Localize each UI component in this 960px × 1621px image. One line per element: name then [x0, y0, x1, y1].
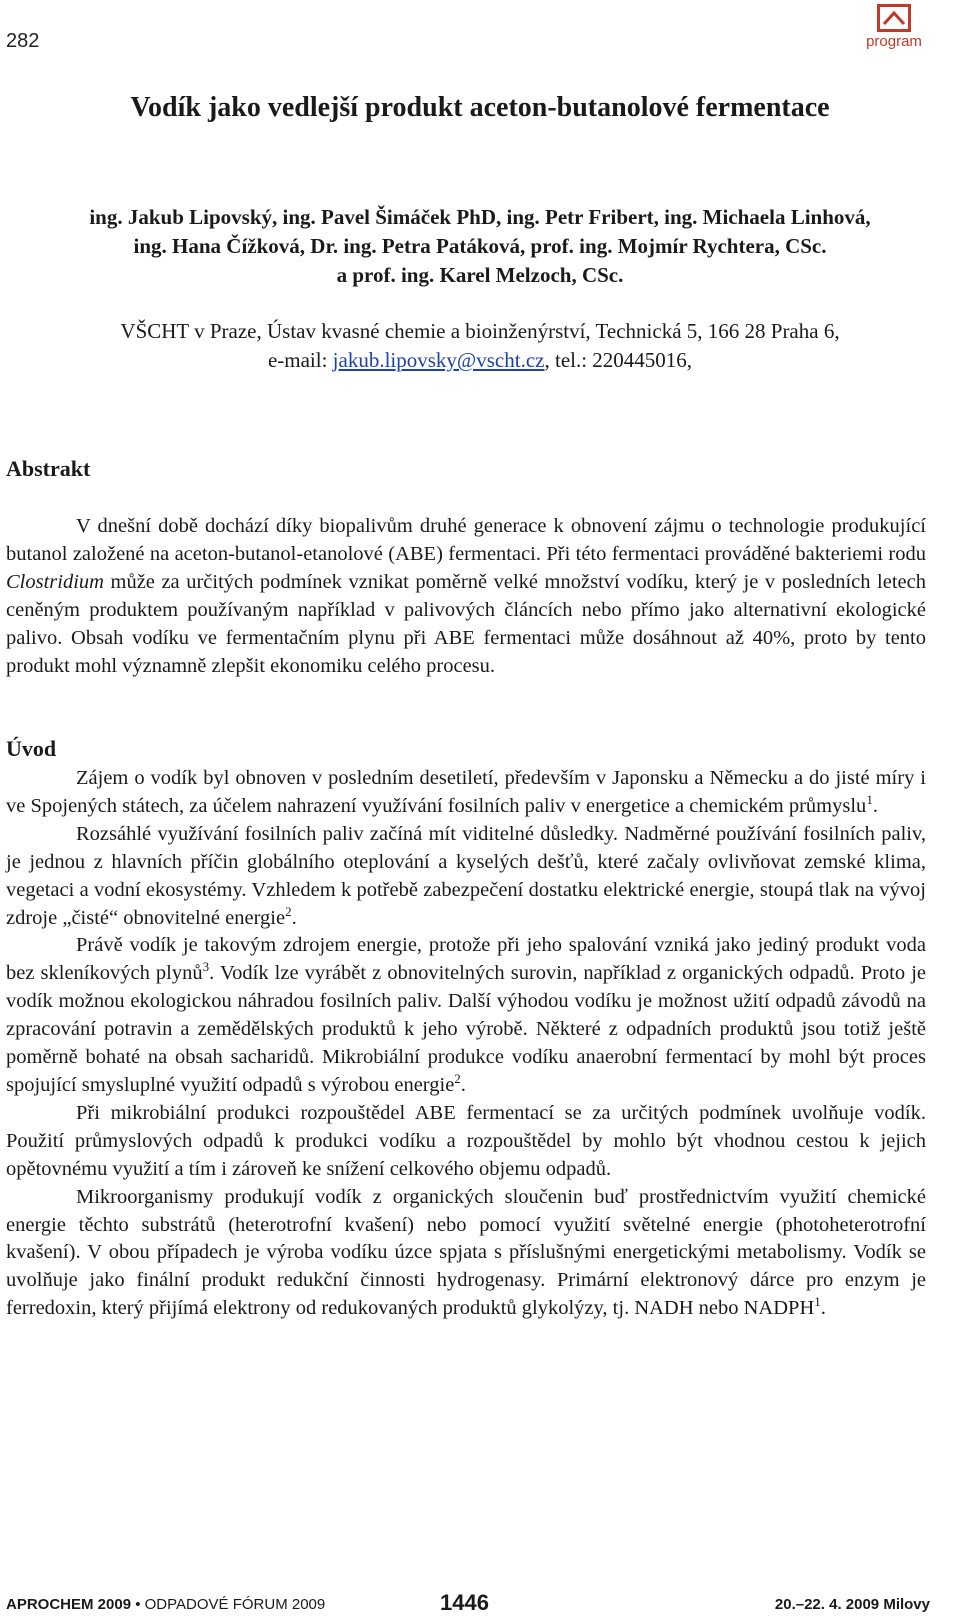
citation-ref: 3 [202, 959, 210, 975]
email-link[interactable]: jakub.lipovsky@vscht.cz [332, 348, 545, 372]
author-line-2: ing. Hana Čížková, Dr. ing. Petra Patáková, prof. ing. Mojmír Rychtera, CSc. [133, 234, 827, 258]
footer-dates: 20.–22. 4. 2009 Milovy [774, 1596, 930, 1613]
abstract-heading: Abstrakt [6, 456, 91, 481]
citation-ref: 2 [285, 903, 292, 919]
abstract-body [6, 513, 926, 680]
intro-paragraph-2: Rozsáhlé využívání fosilních paliv začíná mít viditelné důsledky. Nadměrné používání fosilních paliv, je jednou z hlavních příčin globálního oteplování a kyselých dešťů, které začaly ovlivňovat zemské klima, vegetaci a vodní ekosystémy. Vzhledem k potřebě zabezpečení dostatku elektrické energie, stoupá tlak na vývoj zdroje „čisté“ obnovitelné energie$^2$. [6, 822, 926, 929]
citation-ref: 2 [454, 1071, 461, 1087]
intro-paragraph-5: Mikroorganismy produkují vodík z organických sloučenin buď prostřednictvím využití chemické energie těchto substrátů (heterotrofní kvašení) nebo pomocí využití světelné energie (photoheterotrofní kvašení). V obou případech je výroba vodíku úzce spjata s příslušnými energetickými metabolismy. Vodík se uvolňuje jako finální produkt redukční činnosti hydrogenasy. Primární elektronový dárce pro enzym je ferredoxin, který přijímá elektrony od redukovaných produktů glykolýzy, tj. NADH nebo NADPH$^1$. [6, 1185, 926, 1320]
affiliation-contact [0, 346, 960, 375]
article-title: Vodík jako vedlejší produkt aceton-butanolové fermentace [130, 92, 830, 123]
page-number: 282 [6, 30, 40, 52]
intro-heading: Úvod [6, 736, 57, 761]
affiliation-address: VŠCHT v Praze, Ústav kvasné chemie a bioinženýrství, Technická 5, 166 28 Praha 6, [120, 319, 840, 343]
author-line-1: ing. Jakub Lipovský, ing. Pavel Šimáček PhD, ing. Petr Fribert, ing. Michaela Linhová, [89, 205, 871, 229]
program-logo[interactable] [854, 4, 934, 50]
abstract-paragraph: V dnešní době dochází díky biopalivům druhé generace k obnovení zájmu o technologie produkující butanol založené na aceton-butanol-etanolové (ABE) fermentaci. Při této fermentaci prováděné bakteriemi rodu Clostridium může za určitých podmínek vznikat poměrně velké množství vodíku, který je v posledních letech ceněným produktem používaným například v palivových článcích nebo přímo jako alternativní ekologické palivo. Obsah vodíku ve fermentačním plynu při ABE fermentaci může dosáhnout až 40%, proto by tento produkt mohl významně zlepšit ekonomiku celého procesu. [6, 515, 926, 677]
intro-paragraph-4: Při mikrobiální produkci rozpouštědel ABE fermentací se za určitých podmínek uvolňuje vodík. Použití průmyslových odpadů k produkci vodíku a rozpouštědel by mohlo být vhodnou cestou k jejich opětovnému využití a tím i zároveň ke snížení celkového objemu odpadů. [6, 1101, 926, 1180]
citation-ref: 1 [814, 1294, 821, 1310]
footer-event: APROCHEM 2009 • ODPADOVÉ FÓRUM 2009 [6, 1596, 326, 1613]
affiliation [0, 317, 960, 375]
author-list [0, 203, 960, 290]
program-icon [877, 4, 911, 32]
intro-paragraph-1: Zájem o vodík byl obnoven v posledním desetiletí, především v Japonsku a Německu a do jisté míry i ve Spojených státech, za účelem nahrazení využívání fosilních paliv v energetice a chemickém průmyslu$^1$. [6, 767, 926, 817]
page-footer [6, 1590, 930, 1616]
citation-ref: 1 [866, 792, 873, 808]
genus-name: Clostridium [6, 570, 104, 593]
author-line-3: a prof. ing. Karel Melzoch, CSc. [336, 263, 624, 287]
intro-paragraph-3: Právě vodík je takovým zdrojem energie, protože při jeho spalování vzniká jako jediný produkt voda bez skleníkových plynů$^3$. Vodík lze vyrábět z obnovitelných surovin, například z organických odpadů. Proto je vodík možnou ekologickou náhradou fosilních paliv. Další výhodou vodíku je možnost užití odpadů závodů na zpracování potravin a zemědělských produktů k jeho výrobě. Některé z odpadních produktů jsou totiž ještě poměrně bohaté na obsah sacharidů. Mikrobiální produkce vodíku anaerobní fermentací by mohl být proces spojující smysluplné využití odpadů s výrobou energie$^2$. [6, 934, 926, 1096]
footer-page-number: 1446 [440, 1590, 489, 1615]
phone-text: , tel.: 220445016, [544, 348, 693, 372]
program-logo-label: program [866, 33, 922, 50]
email-label: e-mail: [267, 348, 333, 372]
intro-body [6, 765, 926, 1323]
